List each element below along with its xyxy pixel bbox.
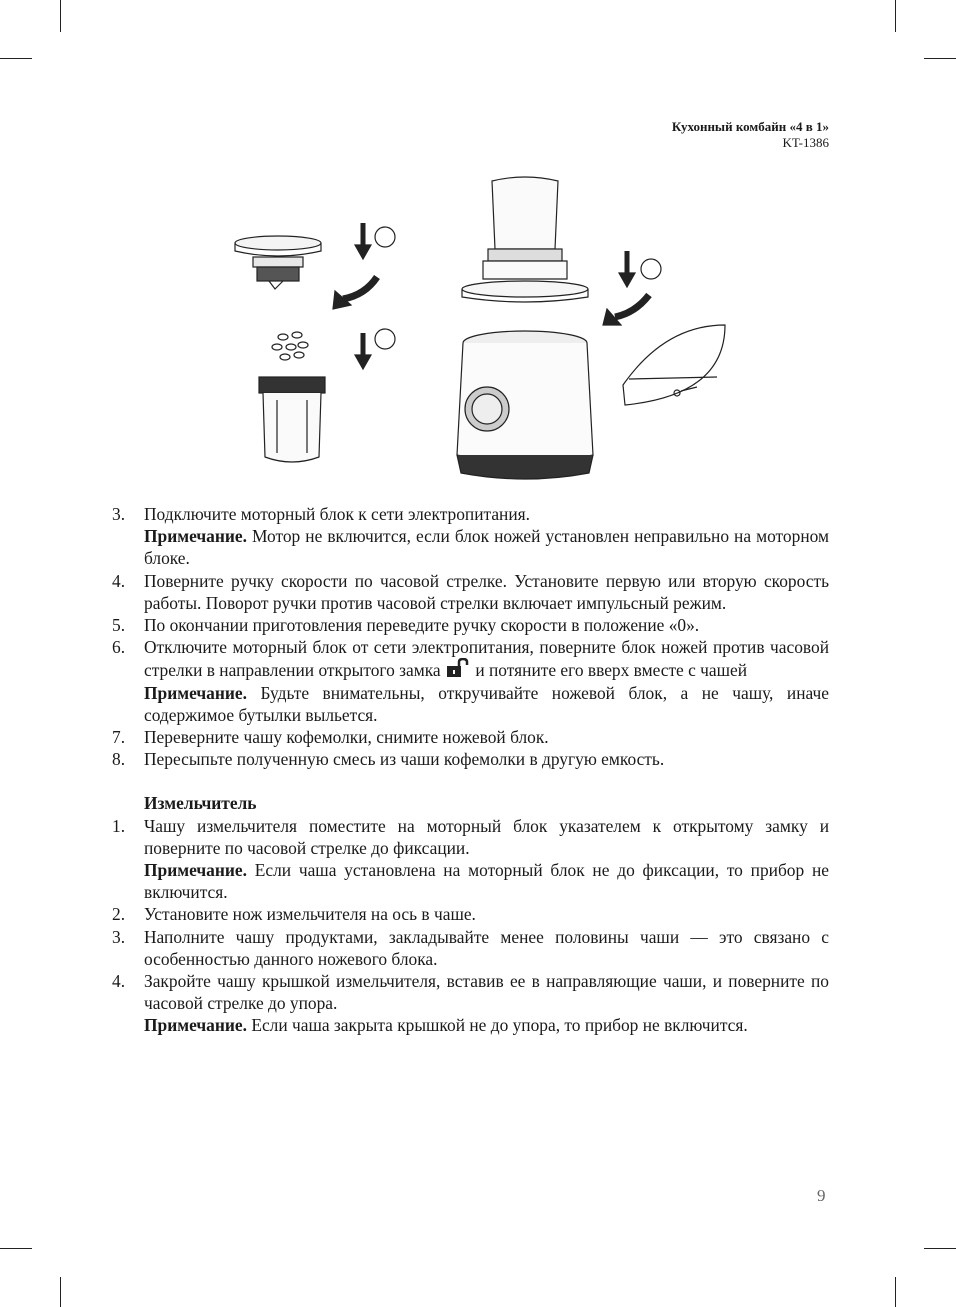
arrow-down-2 xyxy=(355,329,395,369)
note xyxy=(112,525,829,569)
curved-arrow-1 xyxy=(333,277,377,309)
list-item xyxy=(112,636,829,681)
item-number: 7. xyxy=(112,727,126,748)
item-text: Переверните чашу кофемолки, снимите ножевой блок. xyxy=(144,727,549,748)
note-text: Мотор не включится, если блок ножей установлен неправильно на моторном блоке. xyxy=(144,526,829,569)
item-number: 1. xyxy=(112,815,126,836)
assembly-illustration xyxy=(225,165,735,495)
lid-detail-illustration xyxy=(623,325,725,405)
list-item xyxy=(112,903,829,925)
note-label: Примечание. xyxy=(144,526,247,547)
item-text: По окончании приготовления переведите ручку скорости в положение «0». xyxy=(144,615,700,636)
list-item xyxy=(112,970,829,1014)
crop-mark xyxy=(60,0,61,32)
note-label: Примечание. xyxy=(144,682,247,703)
header-title: Кухонный комбайн «4 в 1» xyxy=(671,119,829,134)
item-number: 8. xyxy=(112,749,126,770)
list-item xyxy=(112,503,829,525)
list-item xyxy=(112,748,829,770)
item-number: 2. xyxy=(112,904,126,925)
item-text: Чашу измельчителя поместите на моторный блок указателем к открытому замку и поверните по часовой стрелке до фиксации. xyxy=(144,815,829,858)
note xyxy=(112,859,829,903)
note xyxy=(112,1014,829,1036)
chopper-bowl-illustration xyxy=(462,177,588,302)
section-title: Измельчитель xyxy=(144,793,257,814)
crop-mark xyxy=(60,1277,61,1307)
arrow-down-1 xyxy=(355,223,395,259)
page-number: 9 xyxy=(817,1186,826,1205)
item-text: Поверните ручку скорости по часовой стрелке. Установите первую или вторую скорость работы. Поворот ручки против часовой стрелки включает импульсный режим. xyxy=(144,570,829,613)
item-text: Пересыпьте полученную смесь из чаши кофемолки в другую емкость. xyxy=(144,749,665,770)
item-text: Установите нож измельчителя на ось в чаше. xyxy=(144,904,476,925)
item-number: 3. xyxy=(112,926,126,947)
item-number: 3. xyxy=(112,504,126,524)
coffee-beans xyxy=(272,332,308,360)
knife-unit-illustration xyxy=(235,236,321,289)
list-item xyxy=(112,815,829,859)
list-item xyxy=(112,726,829,748)
list-item xyxy=(112,926,829,970)
curved-arrow-2 xyxy=(603,295,649,325)
note-label: Примечание. xyxy=(144,860,247,881)
header-model: KT-1386 xyxy=(782,135,829,150)
item-text: Закройте чашу крышкой измельчителя, вставив ее в направляющие чаши, и поверните по часовой стрелке до упора. xyxy=(144,971,829,1014)
item-text: Подключите моторный блок к сети электропитания. xyxy=(144,504,531,524)
open-lock-icon xyxy=(445,658,471,678)
item-number: 4. xyxy=(112,971,126,992)
item-text: Отключите моторный блок от сети электропитания, поверните блок ножей против часовой стрелки в направлении открытого замка xyxy=(144,637,829,681)
item-number: 6. xyxy=(112,637,126,658)
crop-mark xyxy=(0,58,32,59)
crop-mark xyxy=(924,1248,956,1249)
list-item xyxy=(112,570,829,614)
instructions xyxy=(112,503,829,1037)
note-text: Будьте внимательны, откручивайте ножевой блок, а не чашу, иначе содержимое бутылки выльется. xyxy=(144,682,829,725)
crop-mark xyxy=(895,1277,896,1307)
motor-base-illustration xyxy=(457,331,593,479)
crop-mark xyxy=(895,0,896,32)
list-item xyxy=(112,614,829,636)
item-text-continued: и потяните его вверх вместе с чашей xyxy=(471,660,748,681)
arrow-down-3 xyxy=(619,251,661,287)
item-number: 5. xyxy=(112,615,126,636)
grinder-cup-illustration xyxy=(259,377,325,462)
crop-mark xyxy=(0,1248,32,1249)
note-text: Если чаша установлена на моторный блок не до фиксации, то прибор не включится. xyxy=(144,860,829,903)
note-text: Если чаша закрыта крышкой не до упора, то прибор не включится. xyxy=(246,1015,748,1036)
item-text: Наполните чашу продуктами, закладывайте менее половины чаши — это связано с особенностью данного ножевого блока. xyxy=(144,926,829,969)
note xyxy=(112,682,829,726)
note-label: Примечание. xyxy=(144,1015,247,1036)
item-number: 4. xyxy=(112,570,126,591)
crop-mark xyxy=(924,58,956,59)
